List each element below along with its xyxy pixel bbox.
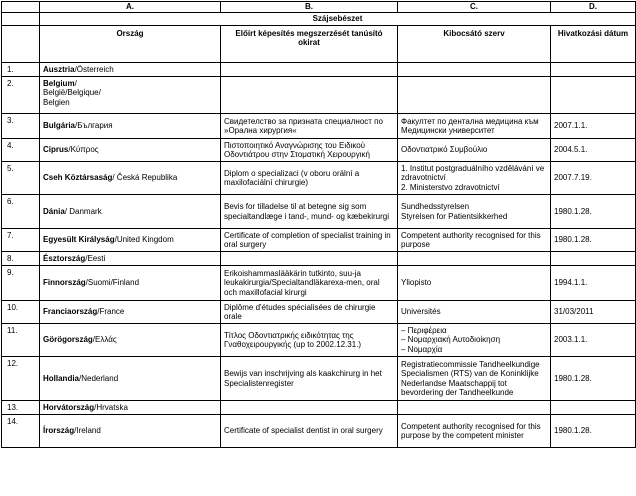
qualification-cell: Πιστοποιητικό Αναγνώρισης του Ειδικού Οδοντιάτρου στην Στοματική Χειρουργική <box>221 139 398 162</box>
corner-cell <box>2 2 40 13</box>
issuing-body-cell <box>398 77 551 114</box>
country-name-hungarian: Írország <box>43 426 75 436</box>
country-name-native: /България <box>75 121 113 131</box>
issuing-body-cell: 1. Institut postgraduálního vzdělávání ve zdravotnictví 2. Ministerstvo zdravotnictví <box>398 162 551 195</box>
country-name-hungarian: Egyesült Királyság <box>43 235 115 245</box>
column-letter-row <box>2 2 636 13</box>
row-number: 14. <box>2 415 40 448</box>
reference-date-cell: 1980.1.28. <box>551 195 636 229</box>
qualification-cell: Bewijs van inschrijving als kaakchirurg in het Specialistenregister <box>221 357 398 401</box>
table-row <box>2 77 636 114</box>
reference-date-cell <box>551 77 636 114</box>
issuing-body-cell: Competent authority recognised for this purpose by the competent minister <box>398 415 551 448</box>
table-row <box>2 401 636 415</box>
qualification-cell: Bevis for tilladelse til at betegne sig som specialtandlæge i tand-, mund- og kæbekirurgi <box>221 195 398 229</box>
row-number: 5. <box>2 162 40 195</box>
country-name-native: /Suomi/Finland <box>85 278 140 288</box>
issuing-body-cell: Yliopisto <box>398 266 551 301</box>
reference-date-cell: 2004.5.1. <box>551 139 636 162</box>
row-number: 8. <box>2 252 40 266</box>
country-name-hungarian: Franciaország <box>43 307 98 317</box>
table-row <box>2 229 636 252</box>
table-row <box>2 301 636 324</box>
country-name-native: /Eesti <box>85 253 106 263</box>
qualification-cell <box>221 401 398 415</box>
reference-date-cell: 2007.1.1. <box>551 114 636 139</box>
issuing-body-cell: Competent authority recognised for this purpose <box>398 229 551 252</box>
qualification-cell: Свидетелство за призната специалност по »Орална хирургия« <box>221 114 398 139</box>
country-cell <box>40 415 221 448</box>
reference-date-cell: 1980.1.28. <box>551 415 636 448</box>
country-name-hungarian: Bulgária <box>43 121 76 131</box>
reference-date-cell: 2003.1.1. <box>551 324 636 357</box>
table-row <box>2 324 636 357</box>
table-row <box>2 63 636 77</box>
column-letter-d: D. <box>551 2 636 13</box>
table-row <box>2 162 636 195</box>
country-name-hungarian: Ausztria <box>43 64 75 74</box>
row-number: 12. <box>2 357 40 401</box>
column-letter-a: A. <box>40 2 221 13</box>
country-cell <box>40 324 221 357</box>
country-name-native: /Ireland <box>74 426 101 436</box>
qualification-cell: Diplom o specializaci (v oboru orální a maxilofaciální chirurgie) <box>221 162 398 195</box>
country-cell <box>40 266 221 301</box>
table-row <box>2 195 636 229</box>
issuing-body-cell: Universités <box>398 301 551 324</box>
column-header-row <box>2 26 636 63</box>
qualification-cell: Diplôme d'études spécialisées de chirurgie orale <box>221 301 398 324</box>
country-name-hungarian: Belgium <box>43 79 75 88</box>
row-number: 10. <box>2 301 40 324</box>
country-name-native: /Ελλάς <box>92 335 117 345</box>
table-row <box>2 114 636 139</box>
reference-date-cell <box>551 252 636 266</box>
row-number: 2. <box>2 77 40 114</box>
country-cell <box>40 139 221 162</box>
issuing-body-cell: Sundhedsstyrelsen Styrelsen for Patientsikkerhed <box>398 195 551 229</box>
country-name-hungarian: Ciprus <box>43 145 69 155</box>
issuing-body-cell: – Περιφέρεια – Νομαρχιακή Αυτοδιοίκηση – Νομαρχία <box>398 324 551 357</box>
row-number: 4. <box>2 139 40 162</box>
country-name-native: / Danmark <box>64 206 102 216</box>
reference-date-cell: 31/03/2011 <box>551 301 636 324</box>
country-name-native: /Κύπρος <box>68 145 99 155</box>
country-cell <box>40 63 221 77</box>
section-title: Szájsebészet <box>40 13 636 26</box>
issuing-body-cell: Οδοντιατρικό Συμβούλιο <box>398 139 551 162</box>
country-name-native: / Česká Republika <box>112 173 178 183</box>
row-number: 13. <box>2 401 40 415</box>
country-name-native: /Nederland <box>79 373 119 383</box>
country-name-hungarian: Dánia <box>43 206 65 216</box>
country-cell <box>40 357 221 401</box>
country-cell <box>40 252 221 266</box>
country-name-native: /France <box>97 307 125 317</box>
reference-date-cell: 2007.7.19. <box>551 162 636 195</box>
country-cell <box>40 114 221 139</box>
oral-surgery-table <box>1 1 636 448</box>
country-name-native: /Österreich <box>74 64 114 74</box>
table-row <box>2 139 636 162</box>
country-name-hungarian: Hollandia <box>43 373 80 383</box>
reference-date-cell <box>551 63 636 77</box>
table-row <box>2 266 636 301</box>
issuing-body-cell <box>398 252 551 266</box>
qualification-cell: Τίτλος Οδοντιατρικής ειδικότητας της Γναθοχειρουργικής (up to 2002.12.31.) <box>221 324 398 357</box>
column-letter-c: C. <box>398 2 551 13</box>
country-name-hungarian: Görögország <box>43 335 93 345</box>
table-row <box>2 252 636 266</box>
reference-date-cell: 1980.1.28. <box>551 229 636 252</box>
country-cell <box>40 162 221 195</box>
issuing-body-cell <box>398 63 551 77</box>
reference-date-cell: 1980.1.28. <box>551 357 636 401</box>
qualification-cell: Certificate of specialist dentist in oral surgery <box>221 415 398 448</box>
column-letter-b: B. <box>221 2 398 13</box>
country-name-hungarian: Finnország <box>43 278 86 288</box>
country-name-native: /United Kingdom <box>114 235 174 245</box>
table-row <box>2 357 636 401</box>
header-qualification: Előírt képesítés megszerzését tanúsító okirat <box>221 26 398 63</box>
country-cell <box>40 229 221 252</box>
header-issuing-body: Kibocsátó szerv <box>398 26 551 63</box>
issuing-body-cell: Registratiecommissie Tandheelkundige Specialismen (RTS) van de Koninklijke Nederlandse Maatschappij tot bevordering der Tandheelkunde <box>398 357 551 401</box>
country-name-native: /Hrvatska <box>94 402 128 412</box>
blank-cell <box>2 26 40 63</box>
country-cell <box>40 301 221 324</box>
table-row <box>2 415 636 448</box>
blank-cell <box>2 13 40 26</box>
row-number: 1. <box>2 63 40 77</box>
country-name-hungarian: Horvátország <box>43 402 95 412</box>
header-reference-date: Hivatkozási dátum <box>551 26 636 63</box>
country-name-hungarian: Észtország <box>43 253 86 263</box>
row-number: 3. <box>2 114 40 139</box>
row-number: 9. <box>2 266 40 301</box>
country-cell <box>40 77 221 114</box>
qualification-cell <box>221 252 398 266</box>
country-name-native: / België/Belgique/ Belgien <box>43 79 101 107</box>
qualification-cell: Certificate of completion of specialist training in oral surgery <box>221 229 398 252</box>
country-cell <box>40 401 221 415</box>
issuing-body-cell <box>398 401 551 415</box>
country-name-hungarian: Cseh Köztársaság <box>43 173 113 183</box>
row-number: 7. <box>2 229 40 252</box>
qualification-cell: Erikoishammaslääkärin tutkinto, suu-ja leukakirurgia/Specialtandläkarexa-men, oral och maxillofacial kirurgi <box>221 266 398 301</box>
section-title-row <box>2 13 636 26</box>
reference-date-cell <box>551 401 636 415</box>
qualification-cell <box>221 63 398 77</box>
qualification-cell <box>221 77 398 114</box>
row-number: 11. <box>2 324 40 357</box>
header-country: Ország <box>40 26 221 63</box>
reference-date-cell: 1994.1.1. <box>551 266 636 301</box>
issuing-body-cell: Факултет по дентална медицина към Медицински университет <box>398 114 551 139</box>
country-cell <box>40 195 221 229</box>
row-number: 6. <box>2 195 40 229</box>
